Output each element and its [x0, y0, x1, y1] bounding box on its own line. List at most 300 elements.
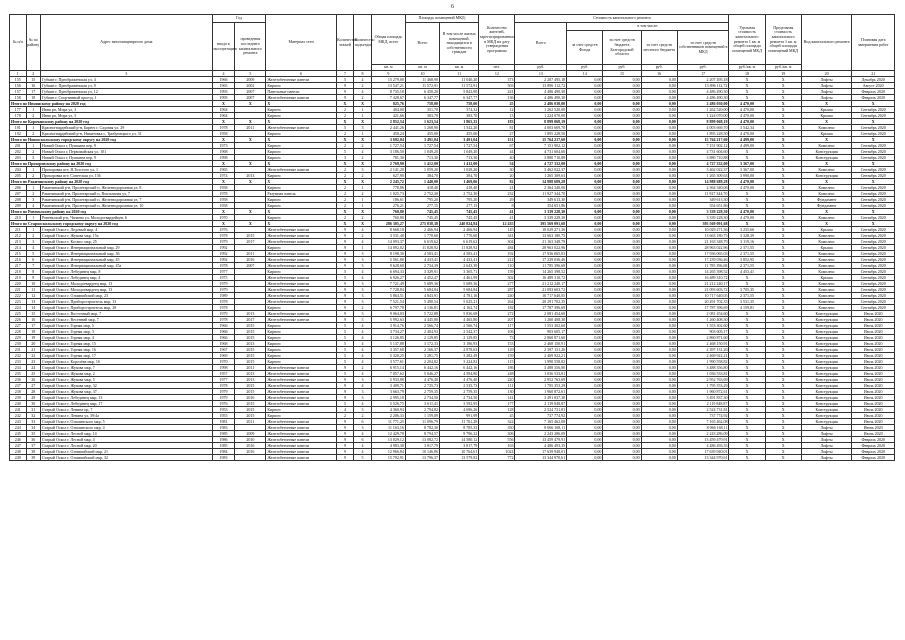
table-cell: 3 663,79 [371, 389, 405, 395]
table-cell: 191 [10, 125, 27, 131]
table-cell: 13 082,72 [405, 437, 439, 443]
table-cell: 110 [479, 263, 515, 269]
table-cell: 227 [10, 323, 27, 329]
table-cell: 2 [336, 197, 354, 203]
unit-area-residential: кв. м [440, 65, 479, 71]
table-cell: 2 [336, 143, 354, 149]
table-cell: 4 486 493,35 [677, 443, 729, 449]
table-cell: Июль 2020 [852, 419, 895, 425]
table-cell: 0,00 [641, 311, 677, 317]
table-cell: 3 [354, 287, 372, 293]
table-cell: X [765, 425, 801, 431]
column-number: 4 [212, 71, 235, 77]
header-repair-type: Вид капитального ремонта [801, 15, 852, 71]
table-cell: 713,30 [440, 155, 479, 161]
table-cell: X [729, 437, 765, 443]
table-cell: 237 [10, 383, 27, 389]
table-cell: Сентябрь 2020 [852, 203, 895, 209]
table-cell: 0,00 [603, 113, 641, 119]
table-cell: 1 260 408,30 [515, 317, 567, 323]
table-cell: 455,00 [440, 131, 479, 137]
table-cell: 2 119 848,87 [515, 401, 567, 407]
table-cell: 9 064,03 [371, 311, 405, 317]
table-cell: 2 [26, 149, 40, 155]
column-number: 18 [729, 71, 765, 77]
table-cell: 0,00 [603, 287, 641, 293]
table-cell: Комплекс [801, 251, 852, 257]
table-cell: 9 [336, 443, 354, 449]
table-cell: 0,00 [641, 449, 677, 455]
table-cell: 14 [26, 305, 40, 311]
table-cell: 0,00 [641, 101, 677, 107]
table-cell: 3 [354, 293, 372, 299]
table-cell: 9 [336, 425, 354, 431]
address-cell: Старый Оскол г, Ленина ул, 39/4а [41, 413, 213, 419]
table-cell: X [235, 209, 266, 215]
table-cell: 0,00 [603, 215, 641, 221]
table-cell: 192 [10, 131, 27, 137]
table-cell: 3 [354, 257, 372, 263]
table-cell: 33 [26, 419, 40, 425]
table-cell: 11 771,25 [371, 419, 405, 425]
table-cell: 5 [336, 335, 354, 341]
table-cell: 1967 [212, 347, 235, 353]
table-cell: Железобетонные панели [266, 395, 336, 401]
table-cell: 0,00 [641, 191, 677, 197]
table-cell: 0,00 [567, 227, 603, 233]
table-cell: 2 371,55 [729, 245, 765, 251]
table-cell: X [729, 317, 765, 323]
table-cell: 0,00 [641, 383, 677, 389]
table-cell: 22 [26, 353, 40, 359]
table-cell: 28 [26, 389, 40, 395]
table-cell: 7 721,49 [371, 281, 405, 287]
table-cell: 0,00 [567, 221, 603, 227]
table-cell: 5 689,36 [440, 281, 479, 287]
table-cell: 159 [479, 353, 515, 359]
table-cell: X [729, 323, 765, 329]
table-cell: Конструкция [801, 401, 852, 407]
table-cell: X [729, 377, 765, 383]
table-cell: 1 727,54 [440, 143, 479, 149]
table-cell: X [266, 101, 336, 107]
table-cell: 1976 [212, 401, 235, 407]
table-cell: 5 933,88 [371, 377, 405, 383]
table-cell: 1985 [212, 431, 235, 437]
table-cell: 1 542,20 [440, 125, 479, 131]
table-cell: 1 028,20 [440, 167, 479, 173]
table-cell: 0,00 [641, 347, 677, 353]
table-cell: 15 279,00 [371, 77, 405, 83]
table-cell: 16 489 310,72 [515, 275, 567, 281]
table-cell: 0,00 [603, 359, 641, 365]
table-cell: Июль 2020 [852, 341, 895, 347]
table-cell: 24 [26, 365, 40, 371]
table-cell: Железобетонные панели [266, 125, 336, 131]
table-cell: Кирпич [266, 269, 336, 275]
table-cell: 13 459 479,91 [515, 437, 567, 443]
table-cell: 0,00 [567, 251, 603, 257]
table-cell: Панельные панели [266, 89, 336, 95]
table-cell: 0,00 [603, 179, 641, 185]
table-cell: 418,40 [440, 185, 479, 191]
table-cell: 0,00 [641, 263, 677, 269]
table-cell: Сентябрь 2020 [852, 185, 895, 191]
table-cell: 0,00 [567, 167, 603, 173]
table-cell: 1993 [212, 89, 235, 95]
table-cell: 15 792,91 [371, 455, 405, 461]
table-cell: 2 [26, 191, 40, 197]
table-cell: 0,00 [603, 167, 641, 173]
table-cell: 3 282,49 [440, 353, 479, 359]
table-cell: 795,20 [405, 197, 439, 203]
table-cell: 0,00 [567, 155, 603, 161]
table-cell: 0,00 [603, 107, 641, 113]
table-cell: 82 [479, 179, 515, 185]
table-cell: 3 592,95 [440, 401, 479, 407]
table-cell: 0,00 [603, 185, 641, 191]
table-cell: 10 717 640,05 [677, 293, 729, 299]
table-cell: 3 186,50 [371, 149, 405, 155]
table-cell: X [765, 149, 801, 155]
column-number: 3 [41, 71, 213, 77]
table-cell: 128 [479, 407, 515, 413]
table-cell: X [765, 155, 801, 161]
table-cell: Сентябрь 2020 [852, 107, 895, 113]
table-cell: Кирпич [266, 83, 336, 89]
table-cell: X [765, 125, 801, 131]
table-cell: 163 [479, 443, 515, 449]
table-cell: 1970 [212, 359, 235, 365]
table-cell: 0,00 [603, 155, 641, 161]
table-cell: 2 207 495,18 [677, 77, 729, 83]
table-cell: 0,00 [603, 245, 641, 251]
address-cell: Старый Оскол г, Интернациональный мкр, 45а [41, 263, 213, 269]
table-cell: X [729, 395, 765, 401]
table-cell: 1974 [212, 173, 235, 179]
table-cell: 2 [26, 233, 40, 239]
table-cell: 0,00 [641, 137, 677, 143]
table-cell: 0,00 [641, 443, 677, 449]
table-cell: 9 [336, 317, 354, 323]
address-cell: Новый Оскол г, Пушкина пер, 9 [41, 143, 213, 149]
table-cell: 418,40 [405, 185, 439, 191]
table-cell: 2015 [235, 407, 266, 413]
table-cell: 0,00 [567, 131, 603, 137]
table-cell: Кирпич [266, 359, 336, 365]
column-number: 8 [354, 71, 372, 77]
table-cell: Конструкция [801, 155, 852, 161]
table-cell: Июль 2020 [852, 353, 895, 359]
header-limit-cost: Предельная стоимость капитального ремонта 1 кв. м общей площади помещений МКД [765, 15, 801, 65]
table-cell: X [235, 161, 266, 167]
table-cell: X [765, 209, 801, 215]
address-cell: Старый Оскол г, Лесной мкр, 4 [41, 437, 213, 443]
table-cell: 13 344 970,61 [515, 455, 567, 461]
table-cell: 155 [10, 77, 27, 83]
table-cell: 2 468 150,91 [677, 341, 729, 347]
table-cell: 32 [26, 413, 40, 419]
table-cell: X [852, 221, 895, 227]
table-cell: Июль 2020 [852, 413, 895, 419]
table-cell: 9 [336, 95, 354, 101]
table-cell: 5 684,84 [440, 287, 479, 293]
table-cell: 3 491,04 [440, 137, 479, 143]
column-number: 21 [852, 71, 895, 77]
table-cell: 0,00 [641, 275, 677, 281]
table-cell: 9 628,60 [371, 263, 405, 269]
table-cell: 351,70 [405, 107, 439, 113]
table-cell: X [729, 359, 765, 365]
table-cell: 4 727 332,00 [677, 161, 729, 167]
table-cell: 2 524 731,81 [515, 407, 567, 413]
table-cell: 13 579,82 [440, 455, 479, 461]
table-cell: 0,00 [641, 77, 677, 83]
table-cell: 4 470,00 [729, 209, 765, 215]
table-cell: 1979 [212, 239, 235, 245]
table-cell: 3 491 837,30 [515, 395, 567, 401]
address-cell: Старый Оскол г, Горняк мкр, 17 [41, 353, 213, 359]
table-cell: 1 469,06 [440, 179, 479, 185]
table-cell: 5 992,63 [371, 317, 405, 323]
table-cell: 745,45 [405, 215, 439, 221]
address-cell: Старый Оскол г, Жукова мкр, 32 [41, 383, 213, 389]
table-cell: 10 146,86 [405, 449, 439, 455]
table-cell: 277 [479, 281, 515, 287]
table-cell: 3 491,04 [405, 137, 439, 143]
table-cell: 3 488 356,80 [677, 365, 729, 371]
header-cost-owners: за счет средств собственников помещений в МКД [677, 31, 729, 65]
table-cell: 287 [479, 287, 515, 293]
table-cell: 2 734,50 [440, 395, 479, 401]
table-cell: 1966 [212, 77, 235, 83]
table-cell: 2 759,35 [440, 389, 479, 395]
table-cell: 2 769,90 [371, 161, 405, 167]
table-cell: 2 [354, 413, 372, 419]
table-cell: 212 [479, 257, 515, 263]
table-cell: X [852, 119, 895, 125]
table-cell: 11 468,90 [405, 77, 439, 83]
table-cell: 2 404,93 [405, 329, 439, 335]
address-cell: Ракитянский р-н, Пролетарский п, Железнодорожная ул, 8 [41, 185, 213, 191]
table-cell: X [765, 191, 801, 197]
table-cell: 13 796,37 [405, 455, 439, 461]
table-cell: 1978 [212, 305, 235, 311]
unit-limit-cost: руб./кв. м [765, 65, 801, 71]
address-cell: Красногвардейский р-н, Никитовка с, Трибунецкого ул, 31 [41, 131, 213, 137]
table-cell: 0,00 [567, 305, 603, 311]
table-cell: 241 [10, 407, 27, 413]
table-cell: Кирпич [266, 155, 336, 161]
table-cell: Комплекс [801, 281, 852, 287]
table-cell: 2 [354, 155, 372, 161]
address-cell: Старый Оскол г, Приборостроитель мкр, 13 [41, 299, 213, 305]
table-cell: 3 692,04 [371, 137, 405, 143]
table-cell: 0,00 [603, 425, 641, 431]
table-cell: X [354, 101, 372, 107]
table-cell: X [765, 233, 801, 239]
table-cell: 225 [10, 311, 27, 317]
table-cell: 2 734,39 [405, 263, 439, 269]
table-cell: 36 [26, 437, 40, 443]
table-cell: 2013 [235, 173, 266, 179]
table-cell: 16 [26, 83, 40, 89]
table-cell: 4 470,00 [729, 131, 765, 137]
table-cell: 0,00 [641, 365, 677, 371]
table-cell: 4 [354, 269, 372, 275]
table-cell: 204 [10, 167, 27, 173]
table-cell: Железобетонные панели [266, 383, 336, 389]
unit-residents: чел. [479, 65, 515, 71]
table-cell: 1 [26, 143, 40, 149]
table-cell: Кирпич [266, 203, 336, 209]
table-cell: 7 151 902,12 [515, 143, 567, 149]
table-cell: X [729, 329, 765, 335]
header-last-repair-year: проведения последнего капитального ремонта [235, 23, 266, 71]
table-cell: 4 [26, 245, 40, 251]
table-cell: 3 [26, 197, 40, 203]
table-cell: 6 [26, 257, 40, 263]
table-cell: X [765, 311, 801, 317]
table-cell: 9 [336, 263, 354, 269]
table-cell: 7 165 462,08 [677, 419, 729, 425]
table-cell: 1979 [212, 287, 235, 293]
table-cell: 737 774,92 [515, 413, 567, 419]
table-cell: 9 [336, 389, 354, 395]
address-cell: Старый Оскол г, Горняк мкр, 4 [41, 335, 213, 341]
table-cell: 44 [479, 149, 515, 155]
table-cell: 10 764,61 [440, 449, 479, 455]
table-cell: Сентябрь 2020 [852, 263, 895, 269]
table-cell: 6 442,16 [405, 365, 439, 371]
table-cell: 0,00 [603, 275, 641, 281]
table-cell: 1969 [212, 353, 235, 359]
table-cell: 0,00 [603, 443, 641, 449]
table-cell: 6 915,14 [371, 365, 405, 371]
table-cell: 0,00 [641, 173, 677, 179]
table-cell: 153 [479, 341, 515, 347]
table-cell: X [765, 455, 801, 461]
table-cell: 0,00 [641, 89, 677, 95]
table-cell [235, 455, 266, 461]
table-cell: 1983 [212, 455, 235, 461]
table-cell: 246 [10, 437, 27, 443]
table-cell: Кирпич [266, 197, 336, 203]
table-cell: Железобетонные панели [266, 443, 336, 449]
table-cell: 41 [479, 215, 515, 221]
table-cell: 3 329,91 [405, 269, 439, 275]
table-cell: 275 038,38 [405, 221, 439, 227]
table-cell: 35 [26, 431, 40, 437]
table-cell: 8 735,18 [371, 89, 405, 95]
table-cell: 5 722,88 [405, 311, 439, 317]
table-cell: 236 [10, 377, 27, 383]
unit-cost-owners: руб. [677, 65, 729, 71]
table-cell: 0,00 [567, 401, 603, 407]
table-cell: 31 [26, 407, 40, 413]
table-cell: 2 [26, 113, 40, 119]
table-cell: 0,00 [603, 377, 641, 383]
table-cell: 111 [479, 383, 515, 389]
table-cell: Кирпич [266, 131, 336, 137]
column-number: 19 [765, 71, 801, 77]
table-cell: 4 486 490,30 [677, 89, 729, 95]
table-cell: 4 162,74 [440, 305, 479, 311]
table-cell: 991,99 [440, 413, 479, 419]
table-cell: Комплекс [801, 299, 852, 305]
table-cell: 3 880 710,88 [515, 155, 567, 161]
table-cell: Сентябрь 2020 [852, 293, 895, 299]
table-cell: Лифты [801, 437, 852, 443]
table-cell: 2 566,74 [405, 323, 439, 329]
table-cell: Фундамент [801, 203, 852, 209]
table-cell: 2 364 340,06 [515, 185, 567, 191]
table-cell: Июнь 2020 [852, 431, 895, 437]
table-cell: 7 428,67 [371, 95, 405, 101]
table-cell: X [729, 365, 765, 371]
address-cell: Старый Оскол г, Олимпийский мкр, 32 [41, 455, 213, 461]
table-cell: 1 [354, 203, 372, 209]
table-cell: X [729, 191, 765, 197]
table-cell: 186,61 [371, 197, 405, 203]
header-num: № п/п [10, 15, 27, 71]
table-cell: 241 [479, 89, 515, 95]
table-cell: Июль 2020 [852, 371, 895, 377]
table-cell: 182 [479, 305, 515, 311]
table-cell: 0,00 [641, 221, 677, 227]
table-cell: 14 265 398,52 [677, 269, 729, 275]
table-cell: 5 [336, 323, 354, 329]
table-cell: 421,66 [371, 113, 405, 119]
table-cell: 1 [354, 131, 372, 137]
table-cell: 158 [10, 95, 27, 101]
table-cell: 3 [354, 167, 372, 173]
table-cell: X [801, 119, 852, 125]
table-cell: Июль 2020 [852, 323, 895, 329]
header-total-area: Общая площадь МКД, всего [371, 15, 405, 65]
table-cell: 4 [354, 89, 372, 95]
table-cell: 12 966,84 [371, 449, 405, 455]
table-cell: 2 794,82 [405, 407, 439, 413]
table-cell: X [765, 281, 801, 287]
table-cell: 1955 [212, 413, 235, 419]
table-cell: 4 781,16 [440, 293, 479, 299]
table-cell: 0,00 [641, 329, 677, 335]
table-cell: Конструкция [801, 377, 852, 383]
table-cell: 304 [479, 239, 515, 245]
table-cell: 0,00 [567, 89, 603, 95]
table-cell: X [212, 161, 235, 167]
table-cell: 0,00 [603, 311, 641, 317]
table-cell: 484 [479, 245, 515, 251]
table-cell: X [729, 419, 765, 425]
table-cell: 2 [354, 191, 372, 197]
table-cell: 5 [336, 329, 354, 335]
table-cell: X [266, 209, 336, 215]
table-cell: 12 429,78 [371, 431, 405, 437]
table-cell: 0,00 [641, 227, 677, 233]
table-cell: 4 [354, 335, 372, 341]
table-cell: 2 [336, 131, 354, 137]
table-cell: X [765, 449, 801, 455]
table-cell: 0,00 [603, 257, 641, 263]
column-number: 15 [603, 71, 641, 77]
address-cell: Красногвардейский р-н, Бирюч г, Садовая ул, 29 [41, 125, 213, 131]
table-cell: X [729, 83, 765, 89]
table-cell: 0,00 [641, 257, 677, 263]
table-cell: Лифты [801, 449, 852, 455]
table-cell: 17 [26, 323, 40, 329]
